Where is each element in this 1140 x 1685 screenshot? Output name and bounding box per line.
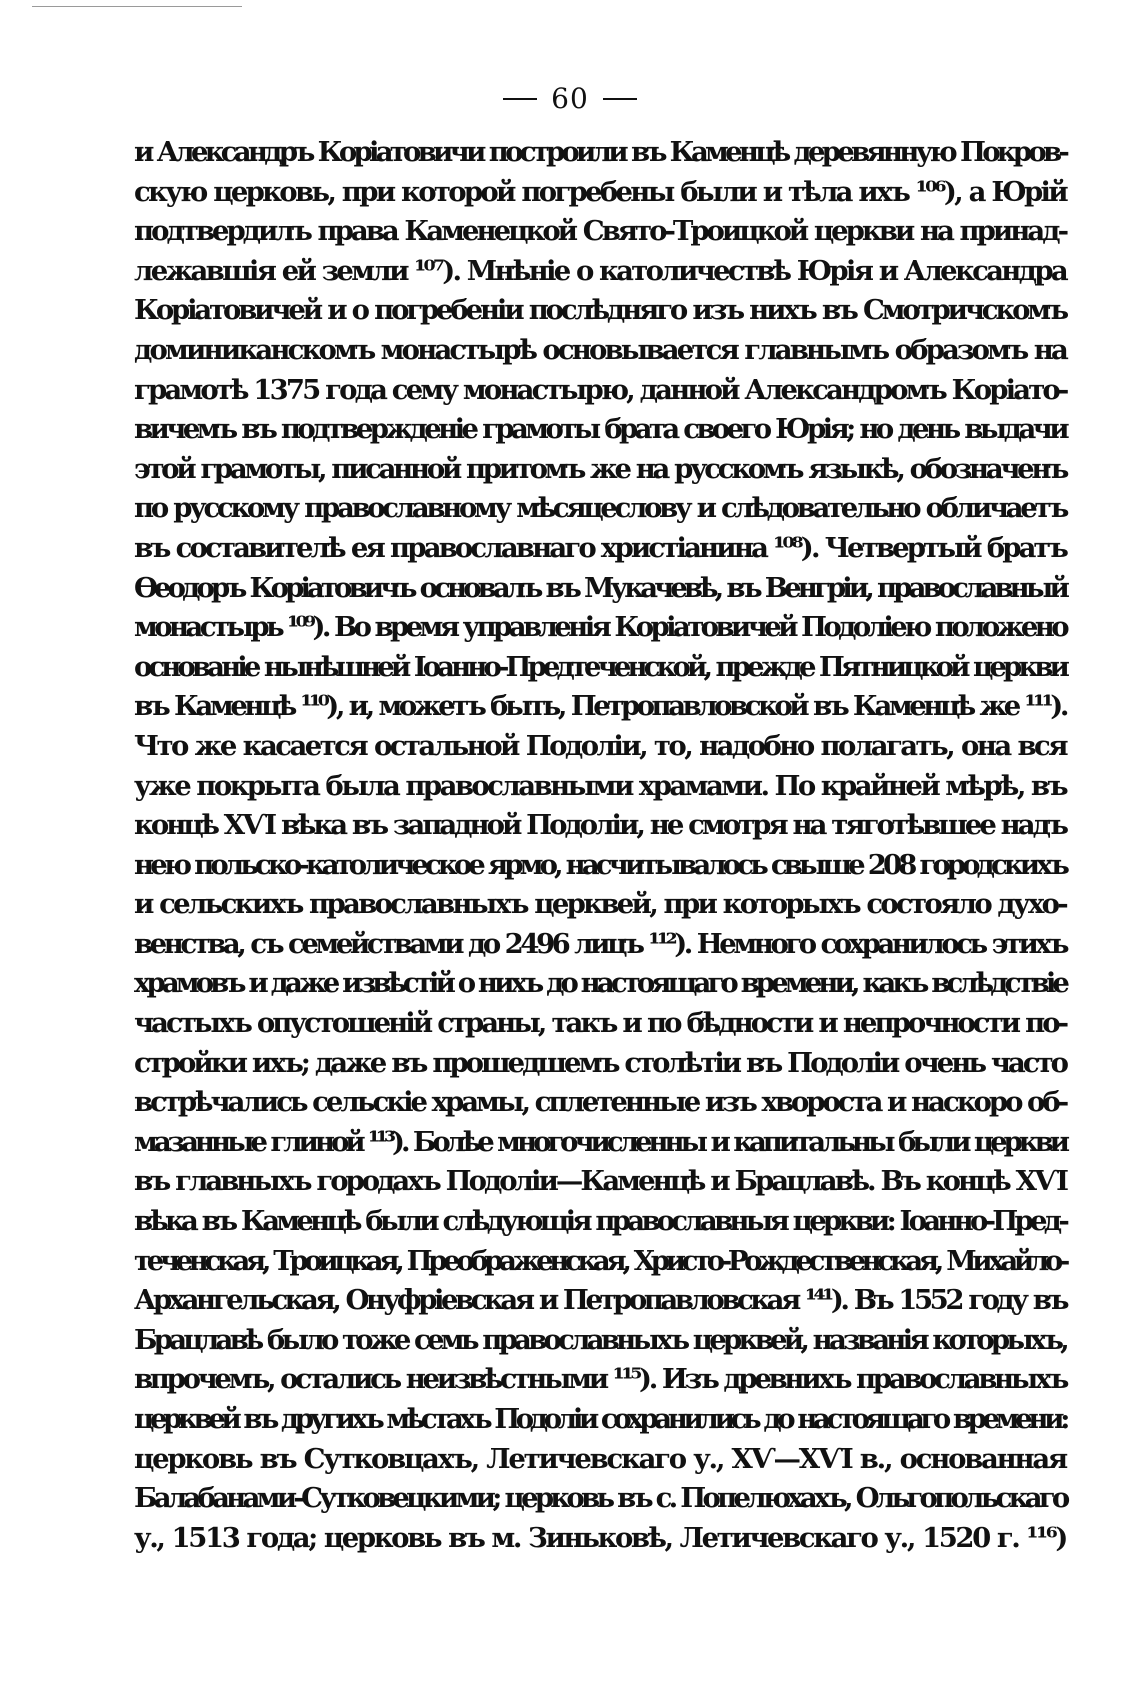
text-line: Архангельская, Онуфріевская и Петропавловская ¹⁴¹). Въ 1552 году въ [134, 1284, 1066, 1317]
text-line: вѣка въ Каменцѣ были слѣдующія православныя церкви: Іоанно-Пред- [134, 1205, 1066, 1238]
text-line: вичемъ въ подтвержденіе грамоты брата своего Юрія; но день выдачи [134, 413, 1066, 446]
page-number-value: 60 [551, 82, 589, 115]
page-number-dash-left [503, 98, 537, 100]
text-line: монастырь ¹⁰⁹). Во время управленія Коріатовичей Подоліею положено [134, 611, 1066, 644]
text-line: встрѣчались сельскіе храмы, сплетенные изъ хвороста и наскоро об- [134, 1086, 1067, 1119]
text-line: грамотѣ 1375 года сему монастырю, данной Александромъ Коріато- [134, 373, 1067, 406]
text-line: впрочемъ, остались неизвѣстными ¹¹⁵). Изъ древнихъ православныхъ [134, 1363, 1066, 1396]
text-line: въ главныхъ городахъ Подоліи—Каменцѣ и Брацлавѣ. Въ концѣ XѴI [134, 1165, 1066, 1198]
text-line: Коріатовичей и о погребеніи послѣдняго изъ нихъ въ Смотричскомъ [134, 294, 1066, 327]
text-line: по русскому православному мѣсяцеслову и слѣдовательно обличаетъ [134, 492, 1066, 525]
text-line: теченская, Троицкая, Преображенская, Христо-Рождественская, Михайло- [134, 1244, 1066, 1277]
text-line: нею польско-католическое ярмо, насчитывалось свыше 208 городскихъ [134, 848, 1066, 881]
text-line: основаніе нынѣшней Іоанно-Предтеченской, прежде Пятницкой церкви [134, 650, 1066, 683]
body-text [134, 133, 1066, 1558]
text-line: скую церковь, при которой погребены были и тѣла ихъ ¹⁰⁶), а Юрій [134, 175, 1066, 208]
text-line: уже покрыта была православными храмами. По крайней мѣрѣ, въ [134, 769, 1066, 802]
text-line: этой грамоты, писанной притомъ же на русскомъ языкѣ, обозначенъ [134, 452, 1066, 485]
text-line: концѣ XѴI вѣка въ западной Подоліи, не смотря на тяготѣвшее надъ [134, 809, 1066, 842]
text-line: Ѳеодоръ Коріатовичъ основалъ въ Мукачевѣ, въ Венгріи, православный [134, 571, 1066, 604]
text-line: церквей въ другихъ мѣстахъ Подоліи сохранились до настоящаго времени: [134, 1403, 1066, 1435]
text-line: мазанные глиной ¹¹³). Болѣе многочисленны и капитальны были церкви [134, 1125, 1066, 1158]
text-line: у., 1513 года; церковь въ м. Зиньковѣ, Летичевскаго у., 1520 г. ¹¹⁶) [134, 1521, 1066, 1554]
text-line: храмовъ и даже извѣстій о нихъ до настоящаго времени, какъ вслѣдствіе [134, 967, 1066, 1000]
text-line: частыхъ опустошеній страны, такъ и по бѣдности и непрочности по- [134, 1007, 1066, 1040]
top-rule [32, 6, 242, 7]
text-line: Что же касается остальной Подоліи, то, надобно полагать, она вся [134, 729, 1066, 762]
text-line: доминиканскомъ монастырѣ основывается главнымъ образомъ на [134, 333, 1066, 366]
text-line: стройки ихъ; даже въ прошедшемъ столѣтіи въ Подоліи очень часто [134, 1046, 1066, 1079]
text-line: подтвердилъ права Каменецкой Свято-Троицкой церкви на принад- [134, 215, 1066, 248]
text-line: Брацлавѣ было тоже семь православныхъ церквей, названія которыхъ, [134, 1323, 1066, 1356]
text-line: церковь въ Сутковцахъ, Летичевскаго у., XѴ—XѴI в., основанная [134, 1442, 1066, 1475]
text-line: Балабанами-Сутковецкими; церковь въ с. Попелюхахъ, Ольгопольскаго [134, 1482, 1067, 1515]
text-line: и сельскихъ православныхъ церквей, при которыхъ состояло духо- [134, 888, 1066, 921]
page-number-dash-right [603, 98, 637, 100]
text-line: въ Каменцѣ ¹¹⁰), и, можетъ быть, Петропавловской въ Каменцѣ же ¹¹¹). [134, 690, 1066, 723]
text-line: и Александръ Коріатовичи построили въ Каменцѣ деревянную Покров- [134, 136, 1066, 168]
page-number [0, 82, 1140, 115]
text-line: въ составителѣ ея православнаго христіанина ¹⁰⁸). Четвертый братъ [134, 531, 1066, 564]
text-line: венства, съ семействами до 2496 лицъ ¹¹²). Немного сохранилось этихъ [134, 927, 1066, 960]
text-line: лежавшія ей земли ¹⁰⁷). Мнѣніе о католичествѣ Юрія и Александра [134, 254, 1066, 287]
